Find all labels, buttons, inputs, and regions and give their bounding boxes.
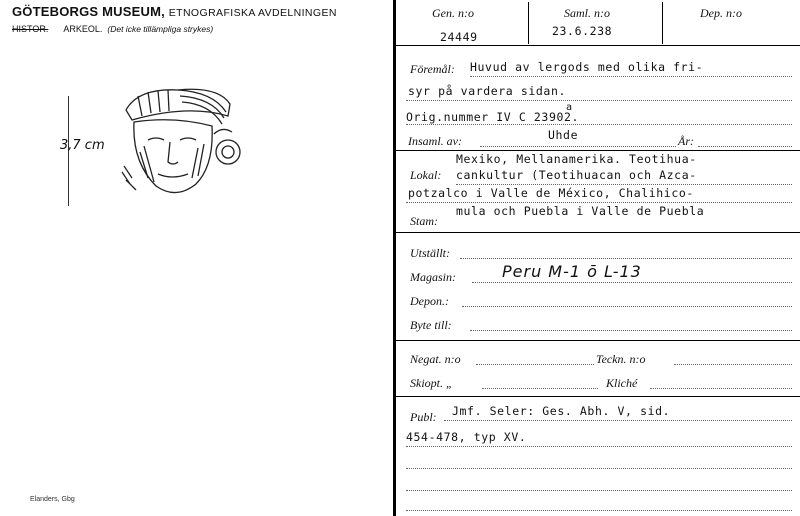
saml-value: 23.6.238: [552, 24, 613, 38]
department-name: ETNOGRAFISKA AVDELNINGEN: [168, 7, 337, 19]
lokal-label: Lokal:: [410, 168, 442, 182]
dotted-rule: [470, 330, 792, 331]
dotted-rule: [472, 282, 792, 283]
skiopt-label: Skiopt. „: [410, 376, 453, 390]
printer-mark: Elanders, Gbg: [30, 496, 75, 503]
lokal-line-1: Mexiko, Mellanamerika. Teotihua-: [456, 152, 697, 166]
lokal-line-3: potzalco i Valle de México, Chalihico-: [408, 186, 694, 200]
dotted-rule: [406, 446, 792, 447]
dotted-rule: [698, 146, 792, 147]
historic-label: HISTOR.: [12, 24, 49, 34]
dotted-rule: [406, 490, 792, 491]
foremal-label: Föremål:: [410, 62, 455, 76]
gen-value: 24449: [440, 30, 478, 44]
museum-name: GÖTEBORGS MUSEUM,: [12, 4, 165, 19]
rule-kliche: [396, 396, 800, 397]
dotted-rule: [460, 258, 792, 259]
stam-label: Stam:: [410, 214, 438, 228]
publ-label: Publ:: [410, 410, 437, 424]
rule-stam: [396, 232, 800, 233]
header-sep-1: [528, 2, 529, 44]
dep-label: Dep. n:o: [700, 6, 742, 20]
archaeology-label: ARKEOL.: [63, 24, 103, 34]
dotted-rule: [674, 364, 792, 365]
dotted-rule: [406, 100, 792, 101]
dotted-rule: [406, 124, 792, 125]
gen-label: Gen. n:o: [432, 6, 474, 20]
teckn-label: Teckn. n:o: [596, 352, 646, 366]
dotted-rule: [406, 468, 792, 469]
kliche-label: Kliché: [606, 376, 638, 390]
dotted-rule: [406, 202, 792, 203]
stam-line: mula och Puebla i Valle de Puebla: [456, 204, 705, 218]
dotted-rule: [476, 364, 594, 365]
header-rule: [396, 45, 800, 46]
publ-line-2: 454-478, typ XV.: [406, 430, 527, 444]
dotted-rule: [650, 388, 792, 389]
card-left-border: [393, 0, 396, 516]
artifact-sketch: [118, 82, 248, 202]
foremal-line-2: syr på vardera sidan.: [408, 84, 566, 98]
ar-label: År:: [678, 134, 694, 148]
category-line: [12, 24, 213, 34]
strike-note: (Det icke tillämpliga strykes): [107, 24, 214, 34]
magasin-value: Peru M-1 ō L-13: [502, 262, 642, 281]
orig-number: [406, 110, 579, 124]
measurement-note: 3,7 cm: [60, 138, 105, 153]
utstallt-label: Utställt:: [410, 246, 451, 260]
negat-label: Negat. n:o: [410, 352, 461, 366]
saml-label: Saml. n:o: [564, 6, 610, 20]
rule-byte: [396, 340, 800, 341]
orig-text: Orig.nummer IV C 23902.: [406, 110, 580, 124]
dotted-rule: [444, 420, 792, 421]
insaml-value: Uhde: [548, 128, 579, 142]
dotted-rule: [480, 146, 676, 147]
header-sep-2: [662, 2, 663, 44]
byte-label: Byte till:: [410, 318, 452, 332]
dotted-rule: [462, 306, 792, 307]
foremal-line-1: Huvud av lergods med olika fri-: [470, 60, 704, 74]
dotted-rule: [456, 184, 792, 185]
dotted-rule: [406, 510, 792, 511]
lokal-line-2: cankultur (Teotihuacan och Azca-: [456, 168, 697, 182]
orig-superscript: a: [566, 102, 573, 113]
magasin-label: Magasin:: [410, 270, 456, 284]
dotted-rule: [470, 76, 792, 77]
publ-line-1: Jmf. Seler: Ges. Abh. V, sid.: [452, 404, 671, 418]
museum-header: [12, 4, 337, 19]
insaml-label: Insaml. av:: [408, 134, 462, 148]
dotted-rule: [482, 388, 598, 389]
depon-label: Depon.:: [410, 294, 449, 308]
rule-insaml: [396, 150, 800, 151]
